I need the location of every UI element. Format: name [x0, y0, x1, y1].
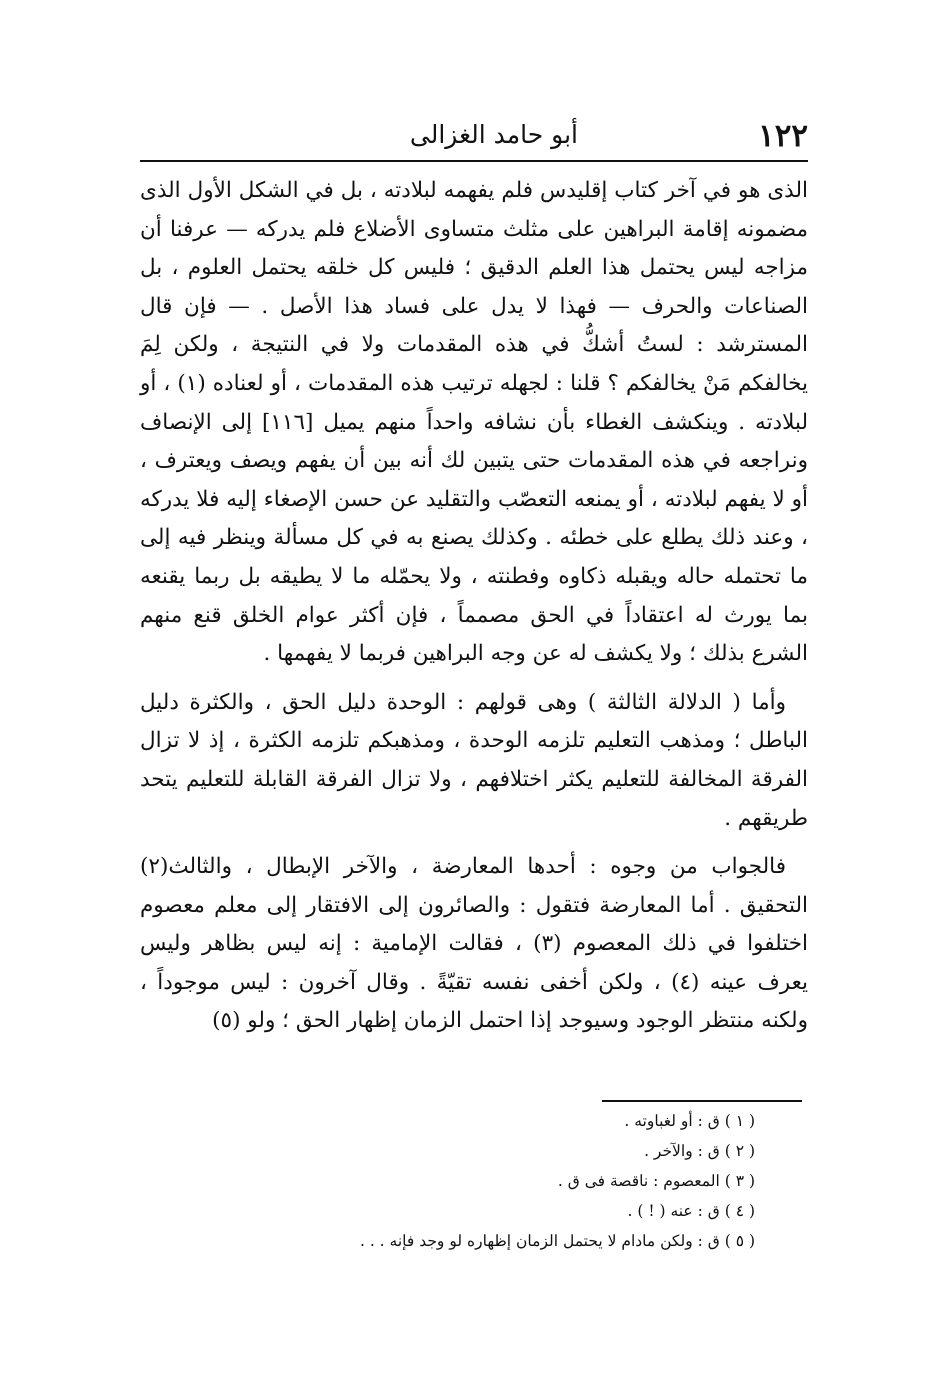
running-title: أبو حامد الغزالى [409, 120, 578, 149]
paragraph-2: وأما ( الدلالة الثالثة ) وهى قولهم : الوحدة دليل الحق ، والكثرة دليل الباطل ؛ ومذهب التعليم تلزمه الوحدة ، ومذهبكم تلزمه الكثرة ، إذ لا تزال الفرقة المخالفة للتعليم يكثر اختلافهم ، ولا تزال الفرقة القابلة للتعليم يتحد طريقهم . [140, 689, 808, 831]
footnote-3: ( ٣ ) المعصوم : ناقصة فى ق . [557, 1172, 755, 1190]
page-header [140, 112, 808, 162]
footnote-5: ( ٥ ) ق : ولكن مادام لا يحتمل الزمان إظهاره لو وجد فإنه . . . [359, 1232, 755, 1250]
page-number: ١٢٢ [758, 118, 808, 154]
footnotes [140, 1106, 755, 1256]
footnote-4: ( ٤ ) ق : عنه ( ! ) . [627, 1202, 755, 1220]
footnote-rule [602, 1100, 802, 1102]
paragraph-1: الذى هو في آخر كتاب إقليدس فلم يفهمه لبلادته ، بل في الشكل الأول الذى مضمونه إقامة البراهين على مثلث متساوى الأضلاع فلم يدركه — عرفنا أن مزاجه ليس يحتمل هذا العلم الدقيق ؛ فليس كل خلقه يحتمل العلوم ، بل الصناعات والحرف — فهذا لا يدل على فساد هذا الأصل . — فإن قال المسترشد : لستُ أشكُّ في هذه المقدمات ولا في النتيجة ، ولكن لِمَ يخالفكم مَنْ يخالفكم ؟ قلنا : لجهله ترتيب هذه المقدمات ، أو لعناده (١) ، أو لبلادته . وينكشف الغطاء بأن نشافه واحداً منهم يميل [١١٦] إلى الإنصاف ونراجعه في هذه المقدمات حتى يتبين لك أنه بين أن يفهم ويصف ويعترف ، أو لا يفهم لبلادته ، أو يمنعه التعصّب والتقليد عن حسن الإصغاء إليه فلا يدركه ، وعند ذلك يطلع على خطئه . وكذلك يصنع به في كل مسألة وينظر فيه إلى ما تحتمله حاله ويقبله ذكاوه وفطنته ، ولا يحمّله ما لا يطيقه بل ربما يقنعه بما يورث له اعتقاداً في الحق مصمماً ، فإن أكثر عوام الخلق قنع منهم الشرع بذلك ؛ ولا يكشف له عن وجه البراهين فربما لا يفهمها . [140, 178, 808, 667]
footnote-2: ( ٢ ) ق : والآخر . [644, 1142, 755, 1160]
header-rule [140, 160, 808, 162]
main-text [140, 172, 808, 1041]
paragraph-3: فالجواب من وجوه : أحدها المعارضة ، والآخر الإبطال ، والثالث(٢) التحقيق . أما المعارضة فتقول : والصائرون إلى الافتقار إلى معلم معصوم اختلفوا في ذلك المعصوم (٣) ، فقالت الإمامية : إنه ليس بظاهر وليس يعرف عينه (٤) ، ولكن أخفى نفسه تقيّةً . وقال آخرون : ليس موجوداً ، ولكنه منتظر الوجود وسيوجد إذا احتمل الزمان إظهار الحق ؛ ولو (٥) [140, 854, 808, 1034]
footnote-1: ( ١ ) ق : أو لغباوته . [624, 1112, 755, 1130]
